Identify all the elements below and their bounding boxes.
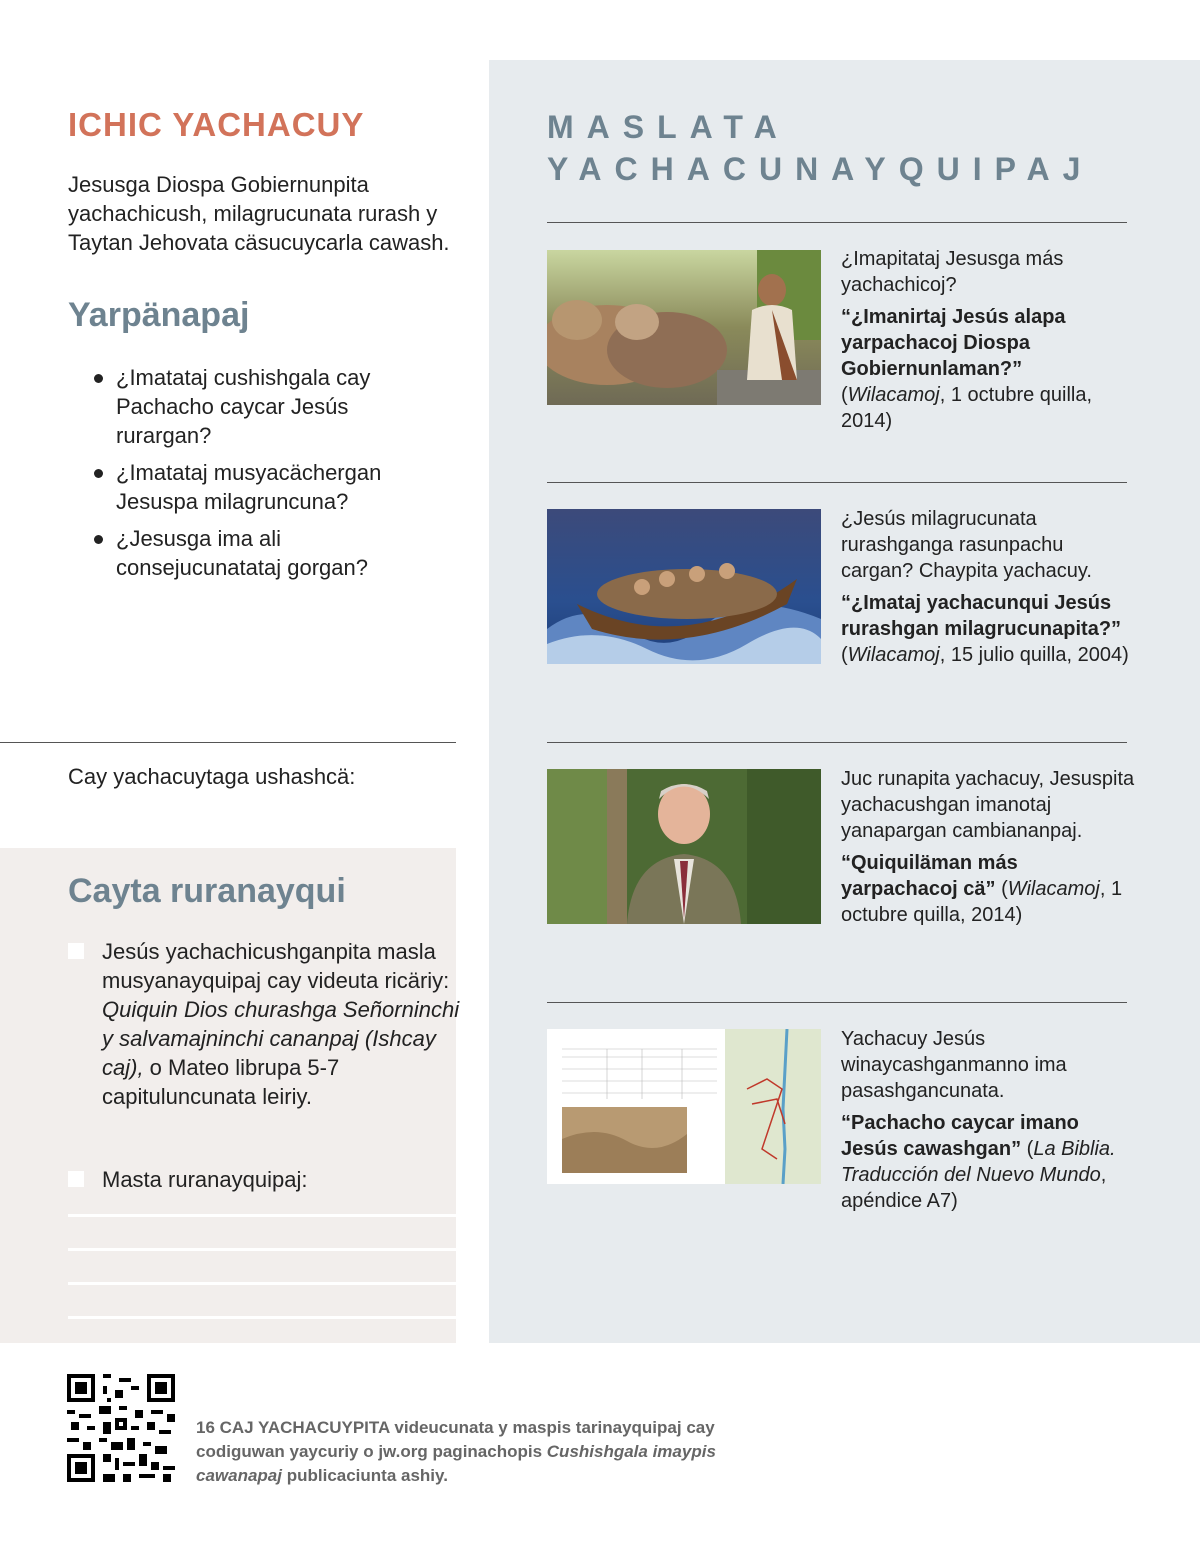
goal-divider	[0, 742, 456, 743]
footer-note	[196, 1416, 716, 1488]
lesson-intro: Jesusga Diospa Gobiernunpita yachachicush, milagrucunata rurash y Taytan Jehovata cäsucuycarla cawash.	[68, 172, 450, 255]
article-link[interactable]: “Pachacho caycar imano Jesús cawashgan”	[841, 1112, 1079, 1160]
publication-date: , 1 octubre quilla, 2014)	[841, 384, 1093, 432]
entry-divider	[547, 482, 1127, 483]
entry-prompt: Yachacuy Jesús winaycashganmanno ima pasashgancunata.	[841, 1028, 1067, 1102]
article-link[interactable]: “Quiquiläman más yarpachacoj cä”	[841, 852, 1018, 900]
entry-3-text	[841, 766, 1136, 928]
further-study-title-line: MASLATA	[547, 109, 790, 145]
man-portrait-image[interactable]	[547, 769, 821, 924]
timeline-map-image[interactable]	[547, 1029, 821, 1184]
spacer	[841, 1104, 1136, 1110]
entry-citation: (Wilacamoj, 1 octubre quilla, 2014)	[841, 878, 1123, 926]
tasks-heading: Cayta ruranayqui	[68, 872, 346, 910]
article-link[interactable]: “¿Imataj yachacunqui Jesús rurashgan milagrucunapita?”	[841, 592, 1122, 640]
entry-divider	[547, 742, 1127, 743]
jesus-teaching-image[interactable]	[547, 250, 821, 405]
task-item-video	[68, 937, 462, 1111]
goal-label: Cay yachacuytaga ushashcä:	[68, 764, 356, 789]
task-video-title: Quiquin Dios churashga Señorninchi y salvamajninchi cananpaj (Ishcay caj),	[102, 997, 460, 1080]
write-line[interactable]	[68, 1316, 456, 1319]
write-line[interactable]	[68, 1282, 456, 1285]
publication-date: , apéndice A7)	[841, 1164, 1107, 1212]
entry-2-text	[841, 506, 1136, 668]
write-line[interactable]	[68, 1248, 456, 1251]
review-heading: Yarpänapaj	[68, 296, 250, 334]
footer-publication: Cushishgala imaypis cawanapaj	[196, 1442, 716, 1485]
task-checkbox[interactable]	[68, 943, 84, 959]
entry-divider	[547, 1002, 1127, 1003]
entry-1-text	[841, 246, 1136, 434]
further-study-title-line: YACHACUNAYQUIPAJ	[547, 151, 1094, 187]
task-video-text: Jesús yachachicushganpita masla musyanayquipaj cay videuta ricäriy:	[102, 939, 450, 993]
task-extra-label: Masta ruranayquipaj:	[102, 1167, 308, 1192]
publication-name: Wilacamoj	[1007, 878, 1100, 900]
review-question: ¿Jesusga ima ali consejucunatataj gorgan?	[94, 524, 424, 582]
entry-prompt: ¿Jesús milagrucunata rurashganga rasunpachu cargan? Chaypita yachacuy.	[841, 508, 1092, 582]
review-question: ¿Imatataj musyacächergan Jesuspa milagruncuna?	[94, 458, 424, 516]
task-item-extra	[68, 1165, 307, 1194]
entry-prompt: Juc runapita yachacuy, Jesuspita yachacushgan imanotaj yanapargan cambiananpaj.	[841, 768, 1135, 842]
publication-date: , 1 octubre quilla, 2014)	[841, 878, 1123, 926]
publication-date: , 15 julio quilla, 2004)	[939, 644, 1129, 666]
publication-name: Wilacamoj	[847, 384, 940, 406]
entry-prompt: ¿Imapitataj Jesusga más yachachicoj?	[841, 248, 1064, 296]
entry-4-text	[841, 1026, 1136, 1214]
storm-boat-image[interactable]	[547, 509, 821, 664]
entry-citation: (Wilacamoj, 15 julio quilla, 2004)	[841, 644, 1129, 666]
entry-citation: (La Biblia. Traducción del Nuevo Mundo, apéndice A7)	[841, 1138, 1116, 1212]
entry-citation: (Wilacamoj, 1 octubre quilla, 2014)	[841, 384, 1093, 432]
entry-divider	[547, 222, 1127, 223]
further-study-title	[547, 106, 1093, 190]
article-link[interactable]: “¿Imanirtaj Jesús alapa yarpachacoj Diospa Gobiernunlaman?”	[841, 306, 1066, 380]
write-line[interactable]	[68, 1214, 456, 1217]
task-checkbox[interactable]	[68, 1171, 84, 1187]
footer-text: 16 CAJ YACHACUYPITA videucunata y maspis tarinayquipaj cay codiguwan yaycuriy o jw.org paginachopis	[196, 1418, 715, 1461]
review-question: ¿Imatataj cushishgala cay Pachacho caycar Jesús rurargan?	[94, 363, 424, 450]
review-questions	[94, 363, 424, 590]
lesson-title: ICHIC YACHACUY	[68, 106, 365, 143]
task-video-text-end: o Mateo librupa 5-7 capituluncunata leiriy.	[102, 1055, 340, 1109]
footer-text-end: publicaciunta ashiy.	[282, 1466, 448, 1485]
qr-code-icon[interactable]	[67, 1374, 175, 1482]
publication-name: Wilacamoj	[847, 644, 940, 666]
publication-name: La Biblia. Traducción del Nuevo Mundo	[841, 1138, 1116, 1186]
